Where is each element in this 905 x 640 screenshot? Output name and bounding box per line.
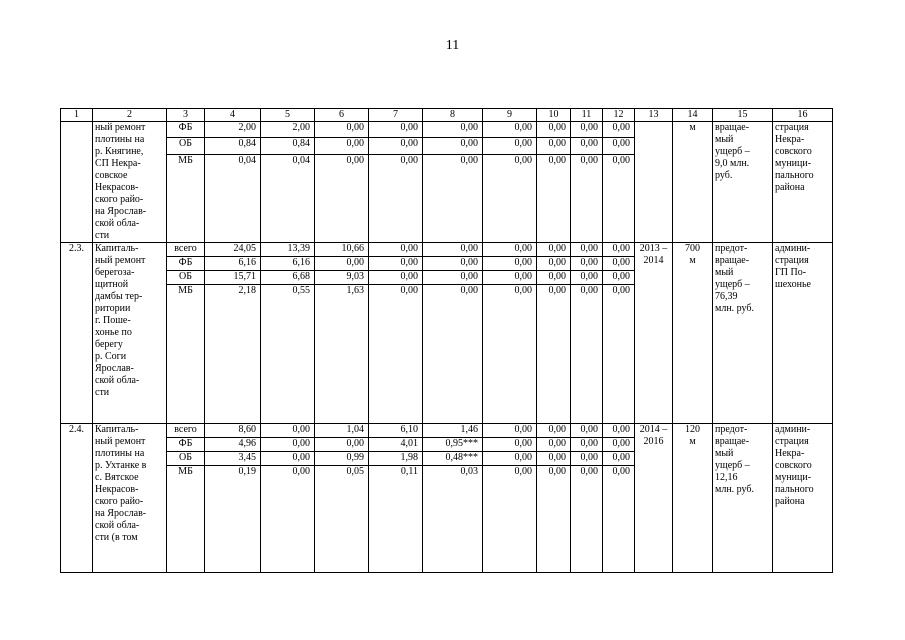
amount-cell: 0,00 [603, 122, 635, 138]
amount-cell: 0,00 [603, 424, 635, 438]
column-number-cell: 1 [61, 109, 93, 122]
period-cell: 2014 – 2016 [635, 424, 673, 573]
amount-cell: 0,00 [537, 154, 571, 242]
amount-cell: 0,00 [603, 271, 635, 285]
amount-cell: 2,00 [205, 122, 261, 138]
amount-cell: 0,00 [571, 122, 603, 138]
amount-cell: 0,00 [537, 285, 571, 424]
length-cell: 700 м [673, 243, 713, 424]
column-number-cell: 12 [603, 109, 635, 122]
amount-cell: 0,00 [603, 154, 635, 242]
amount-cell: 0,00 [423, 154, 483, 242]
amount-cell: 0,00 [261, 466, 315, 573]
amount-cell: 0,00 [603, 466, 635, 573]
amount-cell: 2,18 [205, 285, 261, 424]
amount-cell: 0,00 [261, 452, 315, 466]
amount-cell: 0,00 [571, 138, 603, 154]
funding-source-cell: МБ [167, 466, 205, 573]
amount-cell: 0,00 [483, 424, 537, 438]
amount-cell: 0,00 [571, 424, 603, 438]
amount-cell: 15,71 [205, 271, 261, 285]
effect-cell: предот- вращае- мый ущерб – 76,39 млн. руб. [713, 243, 773, 424]
amount-cell: 0,00 [369, 138, 423, 154]
amount-cell: 0,00 [483, 438, 537, 452]
amount-cell: 6,16 [205, 257, 261, 271]
amount-cell: 0,00 [571, 243, 603, 257]
amount-cell: 0,00 [603, 438, 635, 452]
amount-cell: 8,60 [205, 424, 261, 438]
column-number-cell: 8 [423, 109, 483, 122]
amount-cell: 0,00 [261, 424, 315, 438]
column-number-cell: 13 [635, 109, 673, 122]
amount-cell: 0,00 [369, 285, 423, 424]
amount-cell: 0,00 [483, 138, 537, 154]
period-cell: 2013 – 2014 [635, 243, 673, 424]
amount-cell: 0,04 [261, 154, 315, 242]
column-number-cell: 11 [571, 109, 603, 122]
measure-name-cell: Капиталь- ный ремонт берегоза- щитной дамбы тер- ритории г. Поше- хонье по берегу р. Соги Ярослав- ской обла- сти [93, 243, 167, 424]
amount-cell: 0,00 [483, 285, 537, 424]
amount-cell: 0,03 [423, 466, 483, 573]
amount-cell: 0,00 [483, 257, 537, 271]
amount-cell: 1,63 [315, 285, 369, 424]
amount-cell: 0,00 [315, 138, 369, 154]
amount-cell: 0,99 [315, 452, 369, 466]
amount-cell: 0,00 [571, 466, 603, 573]
amount-cell: 24,05 [205, 243, 261, 257]
page-number: 11 [445, 38, 460, 53]
funding-source-cell: ОБ [167, 452, 205, 466]
column-number-cell: 16 [773, 109, 833, 122]
amount-cell: 0,00 [483, 271, 537, 285]
measure-name-cell: ный ремонт плотины на р. Княгине, СП Некра- совское Некрасов- ского райо- на Ярослав- ской обла- сти [93, 122, 167, 243]
amount-cell: 0,00 [315, 154, 369, 242]
column-number-cell: 4 [205, 109, 261, 122]
funding-source-cell: ФБ [167, 438, 205, 452]
table-row [61, 243, 833, 257]
column-number-cell: 14 [673, 109, 713, 122]
amount-cell: 0,00 [369, 271, 423, 285]
amount-cell: 2,00 [261, 122, 315, 138]
funding-source-cell: всего [167, 424, 205, 438]
column-number-cell: 15 [713, 109, 773, 122]
period-cell [635, 122, 673, 243]
measure-name-cell: Капиталь- ный ремонт плотины на р. Ухтанке в с. Вятское Некрасов- ского райо- на Ярослав- ской обла- сти (в том [93, 424, 167, 573]
amount-cell: 0,00 [369, 257, 423, 271]
measure-number-cell: 2.3. [61, 243, 93, 424]
amount-cell: 0,00 [369, 154, 423, 242]
effect-cell: вращае- мый ущерб – 9,0 млн. руб. [713, 122, 773, 243]
table-row [61, 122, 833, 138]
executor-cell: страция Некра- совского муници- пального района [773, 122, 833, 243]
amount-cell: 0,84 [261, 138, 315, 154]
measures-table [60, 108, 833, 573]
column-number-cell: 3 [167, 109, 205, 122]
amount-cell: 0,00 [537, 438, 571, 452]
column-number-cell: 9 [483, 109, 537, 122]
amount-cell: 0,00 [483, 452, 537, 466]
funding-source-cell: МБ [167, 285, 205, 424]
amount-cell: 0,48*** [423, 452, 483, 466]
amount-cell: 0,00 [315, 438, 369, 452]
amount-cell: 0,00 [315, 257, 369, 271]
amount-cell: 0,00 [537, 138, 571, 154]
amount-cell: 0,95*** [423, 438, 483, 452]
amount-cell: 0,00 [483, 466, 537, 573]
amount-cell: 0,04 [205, 154, 261, 242]
amount-cell: 6,16 [261, 257, 315, 271]
amount-cell: 0,00 [603, 243, 635, 257]
amount-cell: 0,00 [537, 271, 571, 285]
table-row [61, 424, 833, 438]
amount-cell: 0,00 [423, 122, 483, 138]
column-number-cell: 7 [369, 109, 423, 122]
amount-cell: 4,96 [205, 438, 261, 452]
column-number-cell: 2 [93, 109, 167, 122]
funding-source-cell: ФБ [167, 122, 205, 138]
amount-cell: 0,00 [603, 452, 635, 466]
amount-cell: 0,19 [205, 466, 261, 573]
amount-cell: 13,39 [261, 243, 315, 257]
effect-cell: предот- вращае- мый ущерб – 12,16 млн. руб. [713, 424, 773, 573]
amount-cell: 0,00 [603, 257, 635, 271]
funding-source-cell: ОБ [167, 271, 205, 285]
amount-cell: 1,46 [423, 424, 483, 438]
column-number-cell: 5 [261, 109, 315, 122]
amount-cell: 0,05 [315, 466, 369, 573]
amount-cell: 0,00 [571, 154, 603, 242]
amount-cell: 0,00 [423, 138, 483, 154]
amount-cell: 0,00 [315, 122, 369, 138]
amount-cell: 0,00 [537, 243, 571, 257]
amount-cell: 9,03 [315, 271, 369, 285]
column-number-cell: 10 [537, 109, 571, 122]
column-number-cell: 6 [315, 109, 369, 122]
funding-source-cell: МБ [167, 154, 205, 242]
funding-source-cell: ФБ [167, 257, 205, 271]
amount-cell: 0,00 [369, 243, 423, 257]
amount-cell: 0,55 [261, 285, 315, 424]
amount-cell: 0,11 [369, 466, 423, 573]
amount-cell: 0,00 [423, 271, 483, 285]
amount-cell: 0,00 [423, 285, 483, 424]
amount-cell: 0,84 [205, 138, 261, 154]
amount-cell: 0,00 [537, 452, 571, 466]
amount-cell: 0,00 [603, 138, 635, 154]
measure-number-cell: 2.4. [61, 424, 93, 573]
amount-cell: 4,01 [369, 438, 423, 452]
amount-cell: 0,00 [483, 122, 537, 138]
amount-cell: 0,00 [423, 257, 483, 271]
amount-cell: 0,00 [537, 122, 571, 138]
amount-cell: 0,00 [571, 271, 603, 285]
amount-cell: 0,00 [571, 257, 603, 271]
funding-source-cell: ОБ [167, 138, 205, 154]
amount-cell: 3,45 [205, 452, 261, 466]
amount-cell: 0,00 [571, 285, 603, 424]
amount-cell: 1,04 [315, 424, 369, 438]
amount-cell: 0,00 [571, 452, 603, 466]
amount-cell: 0,00 [483, 243, 537, 257]
amount-cell: 10,66 [315, 243, 369, 257]
amount-cell: 0,00 [483, 154, 537, 242]
amount-cell: 1,98 [369, 452, 423, 466]
amount-cell: 0,00 [571, 438, 603, 452]
executor-cell: админи- страция ГП По- шехонье [773, 243, 833, 424]
amount-cell: 6,68 [261, 271, 315, 285]
length-cell: 120 м [673, 424, 713, 573]
amount-cell: 0,00 [537, 466, 571, 573]
measure-number-cell [61, 122, 93, 243]
amount-cell: 0,00 [537, 424, 571, 438]
amount-cell: 0,00 [369, 122, 423, 138]
funding-source-cell: всего [167, 243, 205, 257]
executor-cell: админи- страция Некра- совского муници- пального района [773, 424, 833, 573]
amount-cell: 0,00 [261, 438, 315, 452]
amount-cell: 0,00 [423, 243, 483, 257]
amount-cell: 0,00 [537, 257, 571, 271]
amount-cell: 6,10 [369, 424, 423, 438]
column-number-row [61, 109, 833, 122]
amount-cell: 0,00 [603, 285, 635, 424]
length-cell: м [673, 122, 713, 243]
